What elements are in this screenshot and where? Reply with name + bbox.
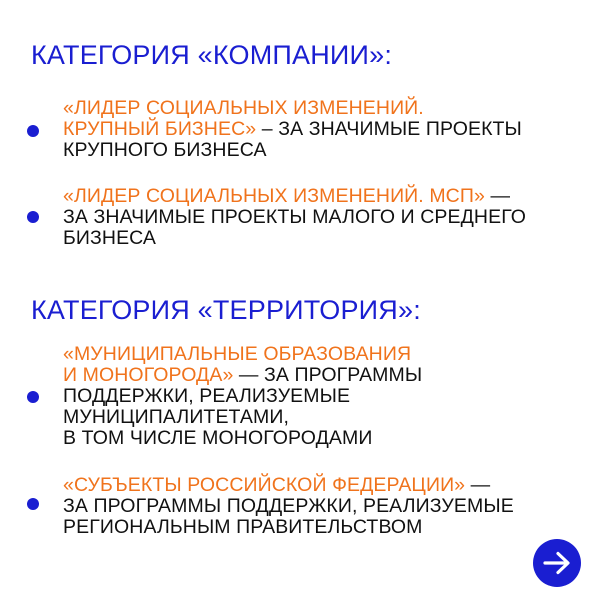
bullet-icon: [27, 498, 39, 510]
category-title-companies: КАТЕГОРИЯ «КОМПАНИИ»:: [31, 40, 393, 70]
item-line: «ЛИДЕР СОЦИАЛЬНЫХ ИЗМЕНЕНИЙ.: [63, 97, 424, 119]
item-line: «МУНИЦИПАЛЬНЫЕ ОБРАЗОВАНИЯ: [63, 343, 412, 365]
item-line: КРУПНОГО БИЗНЕСА: [63, 139, 267, 161]
list-item-municipalities: [63, 344, 422, 449]
next-button[interactable]: [533, 539, 581, 587]
item-line: МУНИЦИПАЛИТЕТАМИ,: [63, 406, 289, 428]
item-line: ЗА ПРОГРАММЫ ПОДДЕРЖКИ, РЕАЛИЗУЕМЫЕ: [63, 495, 514, 517]
list-item-federal-subjects: [63, 475, 514, 538]
item-line: «ЛИДЕР СОЦИАЛЬНЫХ ИЗМЕНЕНИЙ. МСП» —: [63, 185, 511, 207]
list-item-large-business: [63, 98, 522, 161]
item-line: В ТОМ ЧИСЛЕ МОНОГОРОДАМИ: [63, 427, 373, 449]
arrow-right-icon: [533, 539, 581, 587]
bullet-icon: [27, 125, 39, 137]
item-line: РЕГИОНАЛЬНЫМ ПРАВИТЕЛЬСТВОМ: [63, 516, 423, 538]
item-line: БИЗНЕСА: [63, 227, 157, 249]
item-line: И МОНОГОРОДА» — ЗА ПРОГРАММЫ: [63, 364, 423, 386]
item-line: КРУПНЫЙ БИЗНЕС» – ЗА ЗНАЧИМЫЕ ПРОЕКТЫ: [63, 118, 522, 140]
item-line: ПОДДЕРЖКИ, РЕАЛИЗУЕМЫЕ: [63, 385, 351, 407]
list-item-sme: [63, 186, 526, 249]
bullet-icon: [27, 211, 39, 223]
category-title-territory: КАТЕГОРИЯ «ТЕРРИТОРИЯ»:: [31, 295, 421, 325]
item-line: «СУБЪЕКТЫ РОССИЙСКОЙ ФЕДЕРАЦИИ» —: [63, 474, 491, 496]
bullet-icon: [27, 391, 39, 403]
item-line: ЗА ЗНАЧИМЫЕ ПРОЕКТЫ МАЛОГО И СРЕДНЕГО: [63, 206, 527, 228]
